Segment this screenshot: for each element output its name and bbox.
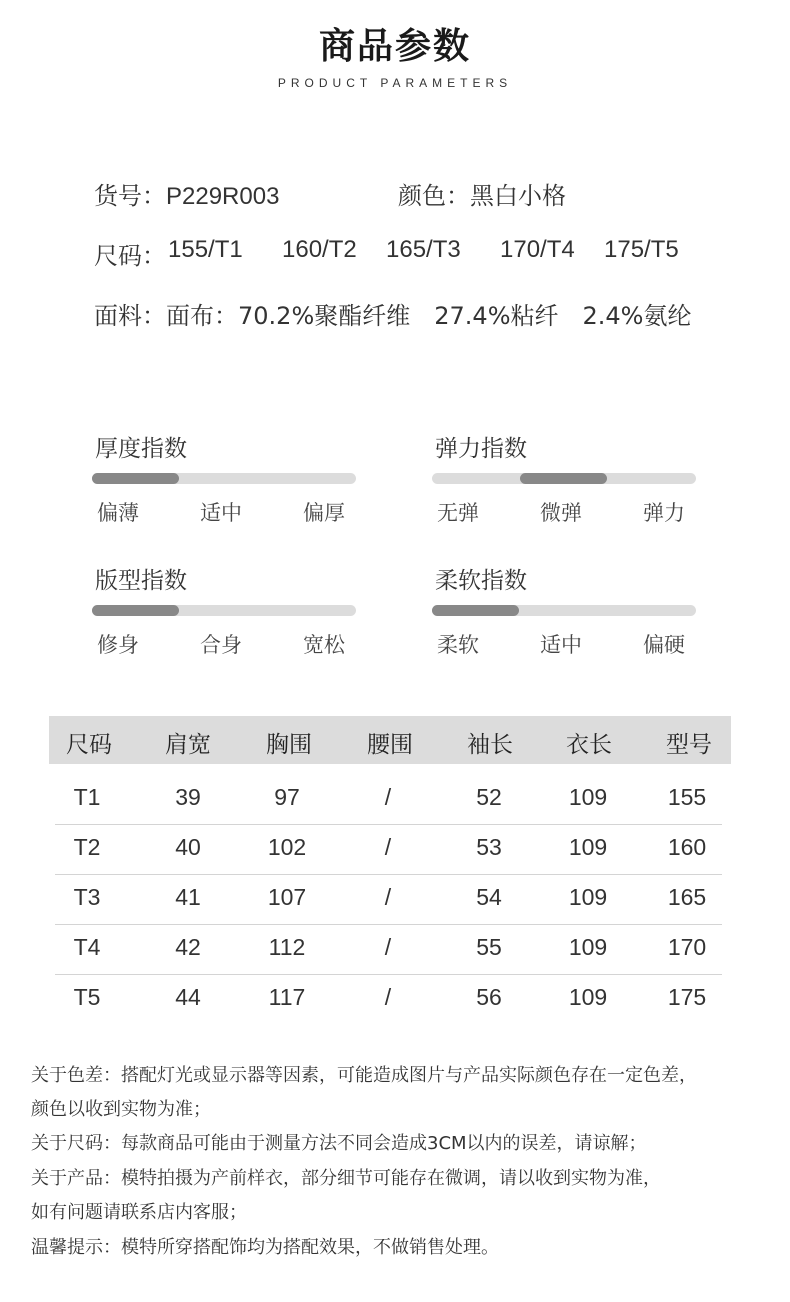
table-cell: 112	[268, 934, 306, 960]
note-line: 关于产品：模特拍摄为产前样衣，部分细节可能存在微调，请以收到实物为准，	[31, 1168, 661, 1189]
size-list	[168, 236, 679, 264]
column-header: 衣长	[566, 732, 612, 758]
column-header: 尺码	[66, 732, 112, 758]
color-label: 颜色：	[398, 182, 470, 210]
column-header: 胸围	[266, 732, 312, 758]
table-cell: 54	[476, 884, 502, 910]
column-header: 肩宽	[165, 732, 211, 758]
table-cell: T4	[73, 934, 101, 960]
size-option: 165/T3	[386, 236, 461, 263]
fabric-label: 面料：	[94, 302, 166, 330]
meter-title: 弹力指数	[435, 436, 527, 462]
fabric-row	[94, 296, 691, 331]
note-line: 如有问题请联系店内客服；	[31, 1202, 247, 1223]
table-row	[55, 924, 722, 975]
meter-level: 偏厚	[303, 501, 345, 525]
table-cell: 117	[268, 984, 306, 1010]
meter-title: 厚度指数	[95, 436, 187, 462]
size-table-header	[49, 716, 731, 764]
meter-title: 柔软指数	[435, 568, 527, 594]
note-line: 关于尺码：每款商品可能由于测量方法不同会造成3CM以内的误差，请谅解；	[31, 1133, 647, 1154]
page-subtitle: PRODUCT PARAMETERS	[277, 76, 513, 90]
table-cell: 102	[267, 834, 307, 860]
table-cell: 52	[476, 784, 502, 810]
meter-level: 偏薄	[97, 501, 139, 525]
table-cell: 109	[568, 934, 608, 960]
table-cell: T5	[73, 984, 101, 1010]
table-cell: 170	[667, 934, 707, 960]
item-no-row	[94, 176, 279, 211]
table-cell: T1	[73, 784, 101, 810]
size-row	[94, 236, 166, 271]
color-value: 黑白小格	[470, 182, 566, 210]
meter-track	[92, 473, 356, 484]
meter-level: 无弹	[437, 501, 479, 525]
table-cell: 109	[568, 984, 608, 1010]
table-cell: 42	[175, 934, 201, 960]
table-cell: /	[384, 934, 392, 960]
meter-level: 适中	[200, 501, 242, 525]
table-cell: 175	[667, 984, 707, 1010]
table-cell: 55	[476, 934, 502, 960]
meter-level: 微弹	[540, 501, 582, 525]
table-cell: 107	[267, 884, 307, 910]
meter-track	[92, 605, 356, 616]
meter-level: 柔软	[437, 633, 479, 657]
page-title: 商品参数	[318, 26, 471, 67]
table-cell: /	[384, 984, 392, 1010]
table-row	[55, 774, 722, 825]
size-option: 170/T4	[500, 236, 575, 263]
table-cell: 40	[175, 834, 201, 860]
meter-fill	[520, 473, 607, 484]
note-line: 关于色差：搭配灯光或显示器等因素，可能造成图片与产品实际颜色存在一定色差，	[31, 1065, 697, 1086]
meter-level: 偏硬	[643, 633, 685, 657]
table-cell: 165	[667, 884, 707, 910]
fabric-part: 27.4%粘纤	[434, 302, 559, 330]
note-line: 温馨提示：模特所穿搭配饰均为搭配效果，不做销售处理。	[31, 1237, 499, 1258]
meter-level: 合身	[200, 633, 242, 657]
table-row	[55, 974, 722, 1024]
table-cell: 53	[476, 834, 502, 860]
table-cell: 155	[667, 784, 707, 810]
meter-level: 适中	[540, 633, 582, 657]
size-option: 160/T2	[282, 236, 357, 263]
table-cell: /	[384, 784, 392, 810]
table-row	[55, 824, 722, 875]
table-cell: /	[384, 884, 392, 910]
table-cell: /	[384, 834, 392, 860]
table-cell: 160	[667, 834, 707, 860]
item-no-value: P229R003	[166, 183, 280, 210]
size-option: 175/T5	[604, 236, 679, 263]
meter-fill	[432, 605, 519, 616]
table-cell: 41	[175, 884, 201, 910]
size-label: 尺码：	[94, 242, 166, 270]
meter-track	[432, 605, 696, 616]
color-row	[398, 176, 566, 211]
note-line: 颜色以收到实物为准；	[31, 1099, 211, 1120]
table-cell: 109	[568, 884, 608, 910]
meter-level: 宽松	[303, 633, 345, 657]
column-header: 腰围	[367, 732, 413, 758]
meter-track	[432, 473, 696, 484]
table-cell: 97	[274, 784, 300, 810]
fabric-part: 2.4%氨纶	[582, 302, 692, 330]
column-header: 袖长	[467, 732, 513, 758]
table-cell: 56	[476, 984, 502, 1010]
table-row	[55, 874, 722, 925]
meter-level: 弹力	[643, 501, 685, 525]
item-no-label: 货号：	[94, 182, 166, 210]
table-cell: T3	[73, 884, 101, 910]
table-cell: T2	[73, 834, 101, 860]
column-header: 型号	[666, 732, 712, 758]
size-option: 155/T1	[168, 236, 243, 263]
fabric-part: 70.2%聚酯纤维	[238, 302, 411, 330]
fabric-prefix: 面布：	[166, 302, 238, 330]
table-cell: 39	[175, 784, 201, 810]
meter-title: 版型指数	[95, 568, 187, 594]
meter-level: 修身	[97, 633, 139, 657]
meter-fill	[92, 605, 179, 616]
meter-fill	[92, 473, 179, 484]
table-cell: 109	[568, 834, 608, 860]
table-cell: 44	[175, 984, 201, 1010]
table-cell: 109	[568, 784, 608, 810]
